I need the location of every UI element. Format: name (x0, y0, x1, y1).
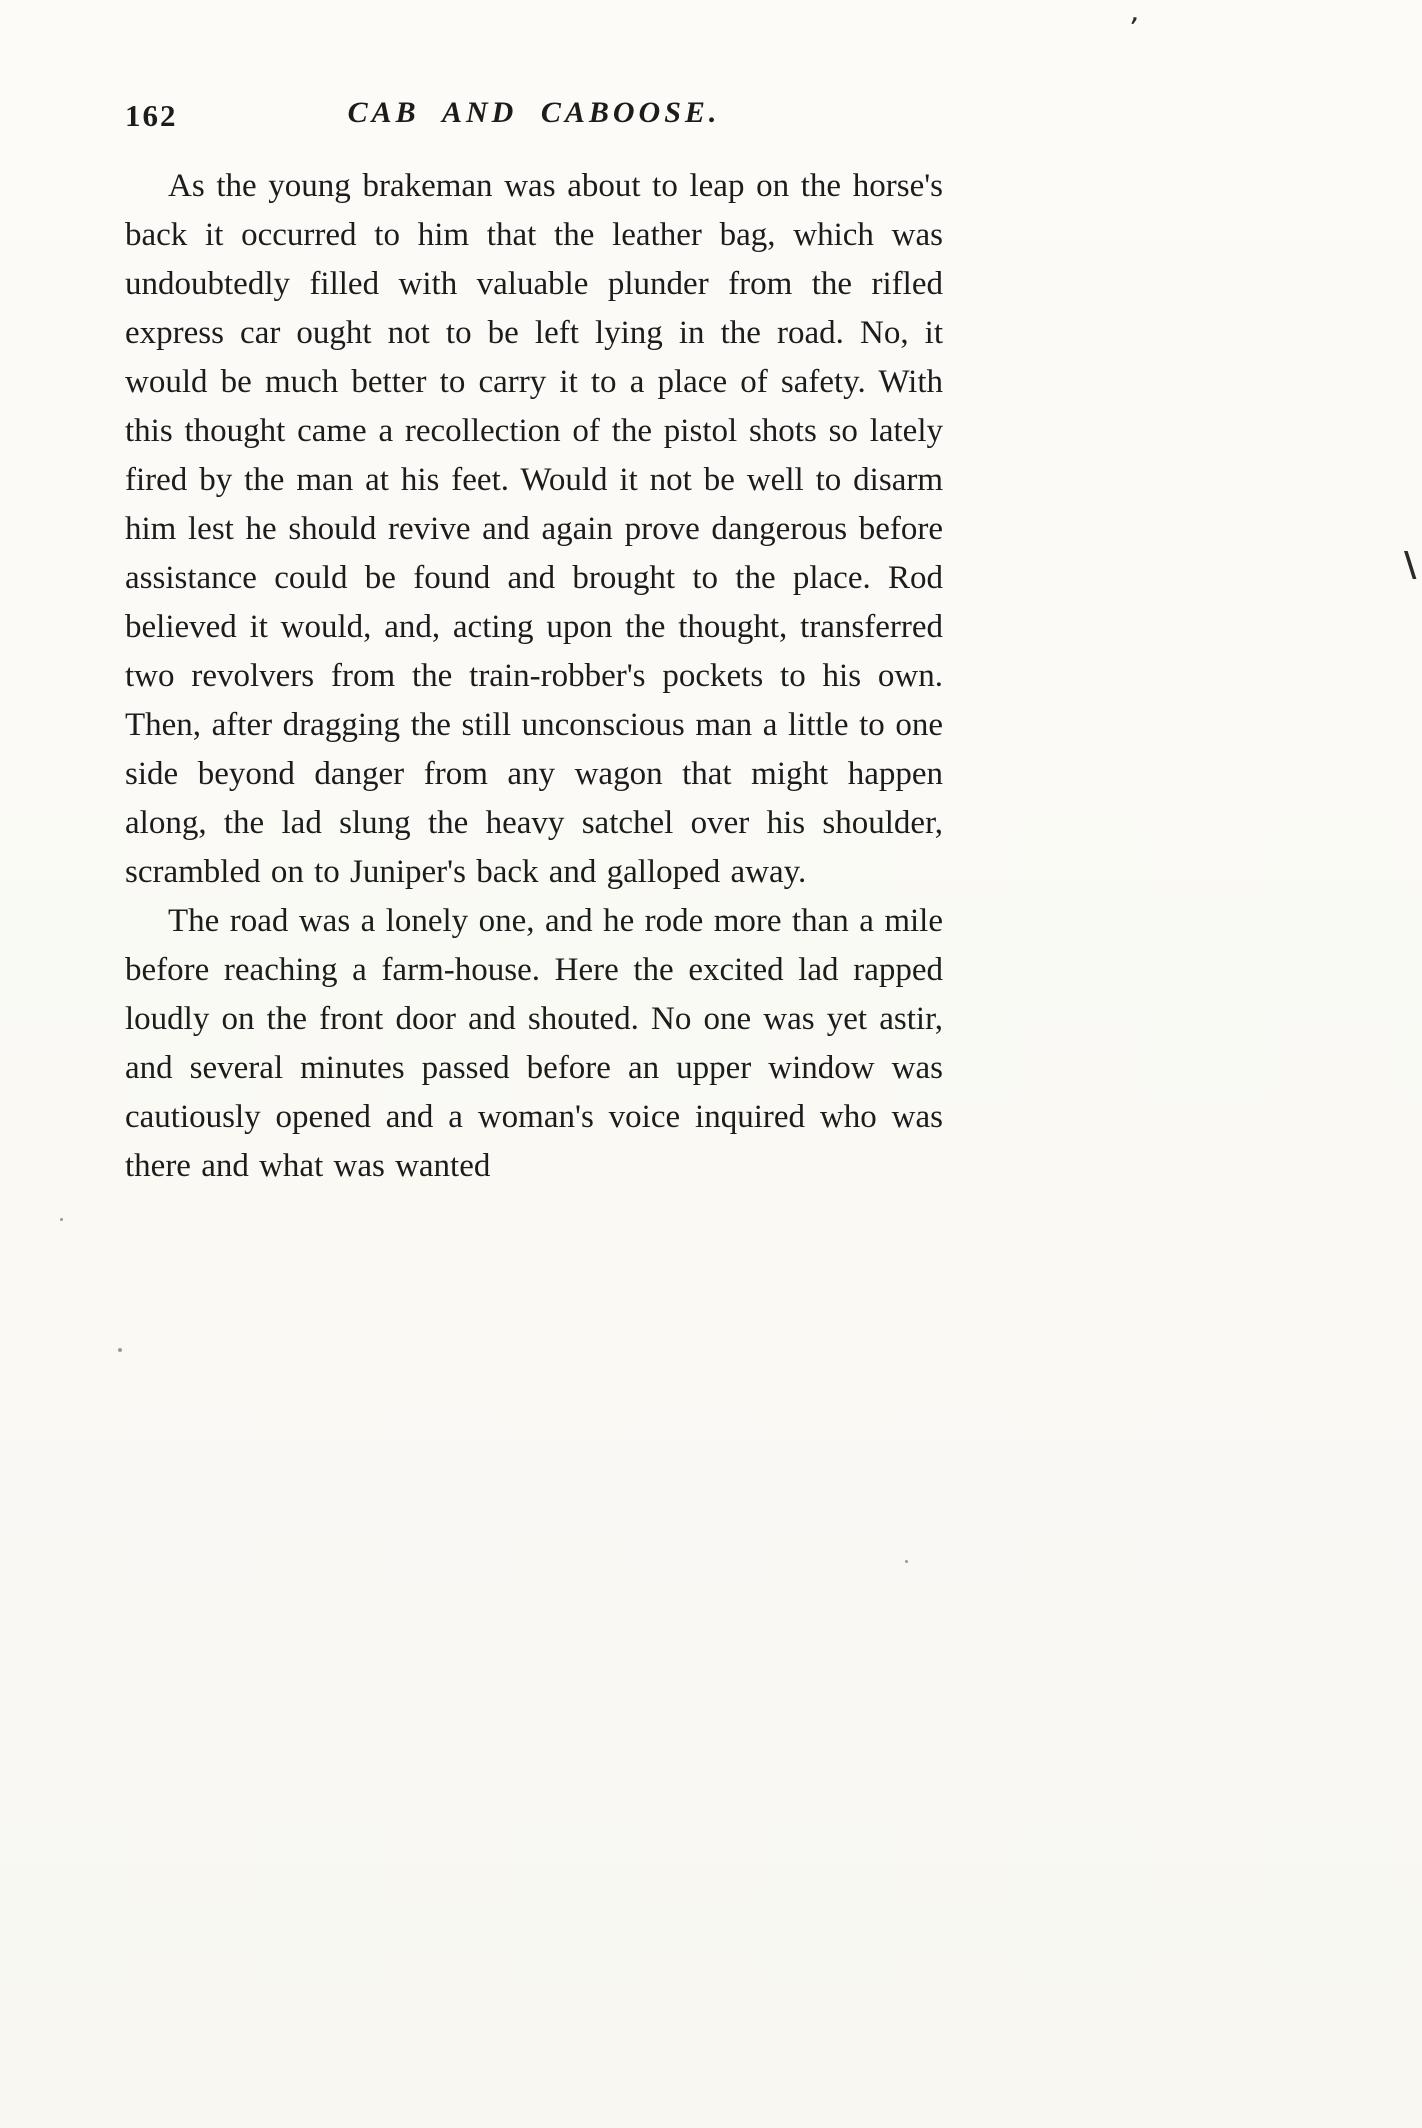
running-title: CAB AND CABOOSE. (347, 96, 721, 129)
page-number: 162 (125, 98, 178, 133)
scan-artifact-stroke-icon: \ (1404, 545, 1417, 585)
scan-speck (905, 1560, 908, 1563)
paragraph: As the young brakeman was about to leap on the horse's back it occurred to him that the leather bag, which was undoubtedly filled with valuable plunder from the rifled express car ought not to be left lying in the road. No, it would be much better to carry it to a place of safety. With this thought came a recollection of the pistol shots so lately fired by the man at his feet. Would it not be well to disarm him lest he should revive and again prove dangerous before assistance could be found and brought to the place. Rod believed it would, and, acting upon the thought, transferred two revolvers from the train-robber's pockets to his own. Then, after dragging the still unconscious man a little to one side beyond danger from any wagon that might happen along, the lad slung the heavy satchel over his shoulder, scrambled on to Juniper's back and galloped away. (125, 168, 943, 890)
page-body (125, 162, 943, 1191)
scan-artifact-tick-icon: ’ (1125, 11, 1140, 48)
scan-speck (60, 1218, 63, 1221)
page-header (125, 96, 943, 142)
paragraph: The road was a lonely one, and he rode more than a mile before reaching a farm-house. Here the excited lad rapped loudly on the front door and shouted. No one was yet astir, and several minutes passed before an upper window was cautiously opened and a woman's voice inquired who was there and what was wanted (125, 903, 943, 1184)
scan-speck (118, 1348, 122, 1352)
